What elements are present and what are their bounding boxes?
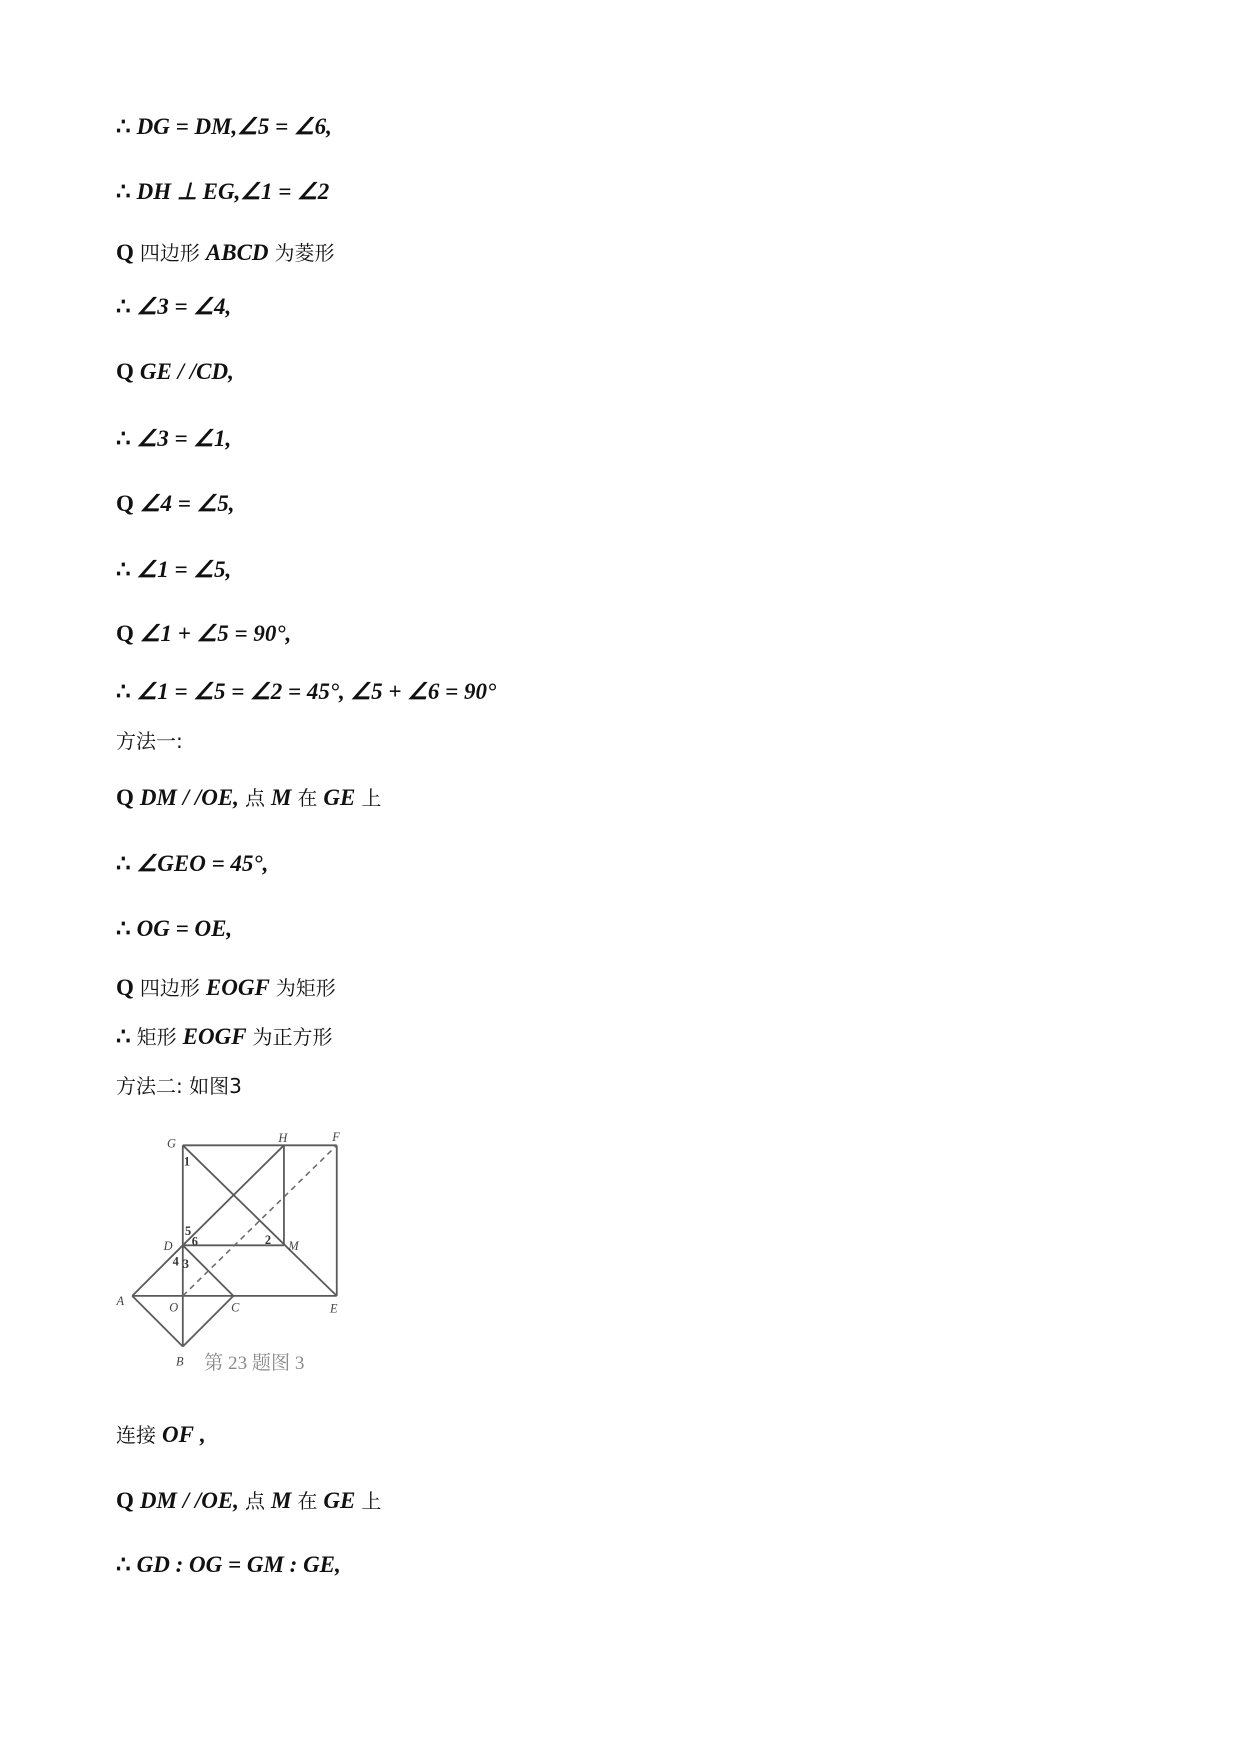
solution-line [116,1022,339,1052]
chinese-text: 上 [361,1489,382,1513]
solution-line [116,849,274,879]
math-expression: ∠GEO = 45°, [136,851,269,876]
chinese-text: 点 [244,786,265,810]
chinese-text: 四边形 [139,976,200,1000]
because-symbol: Q [116,1488,134,1513]
chinese-text: 在 [297,1489,318,1513]
solution-line [116,619,297,649]
chinese-text: 在 [297,786,318,810]
label-O: O [169,1300,179,1315]
because-symbol: Q [116,359,134,384]
solution-line [116,177,335,207]
chinese-text: 为正方形 [252,1025,333,1049]
because-symbol: Q [116,621,134,646]
math-expression: DM / /OE, [139,785,239,810]
label-H: H [278,1130,288,1145]
solution-line [116,973,342,1003]
angle-label-6: 6 [191,1234,198,1249]
angle-label-3: 3 [182,1256,189,1271]
method-heading [116,1071,248,1101]
math-expression: M [270,785,292,810]
solution-line [116,783,387,813]
math-expression: DH ⊥ EG,∠1 = ∠2 [136,179,330,204]
label-G: G [167,1136,177,1151]
segment-AD [132,1245,183,1296]
math-expression: ∠3 = ∠4, [136,294,232,319]
math-expression: DG = DM,∠5 = ∠6, [136,114,332,139]
label-B: B [176,1354,184,1369]
solution-line [116,238,341,268]
label-M: M [288,1238,299,1253]
solution-line [116,1550,347,1580]
segment-CB [183,1296,234,1347]
figure-caption: 第 23 题图 3 [204,1352,305,1374]
therefore-symbol: ∴ [116,1024,131,1049]
chinese-text: 矩形 [136,1025,177,1049]
solution-line [116,1486,387,1516]
punctuation: , [199,1422,206,1447]
math-expression: OF [162,1422,194,1447]
angle-label-5: 5 [185,1224,192,1239]
method-two-label: 方法二: 如图3 [116,1074,242,1098]
therefore-symbol: ∴ [116,679,131,704]
angle-label-4: 4 [172,1254,179,1269]
therefore-symbol: ∴ [116,114,131,139]
math-expression: ∠1 + ∠5 = 90°, [139,621,292,646]
math-expression: EOGF [182,1024,247,1049]
solution-line [116,112,338,142]
geometry-figure [112,1125,348,1378]
math-expression: ∠4 = ∠5, [139,491,235,516]
solution-line [116,292,237,322]
math-expression: M [270,1488,292,1513]
solution-line [116,489,241,519]
math-expression: OG = OE, [136,916,233,941]
label-E: E [330,1301,338,1316]
therefore-symbol: ∴ [116,294,131,319]
angle-label-2: 2 [264,1233,272,1248]
math-expression: GE [323,1488,356,1513]
therefore-symbol: ∴ [116,851,131,876]
label-F: F [332,1129,340,1144]
math-expression: DM / /OE, [139,1488,239,1513]
therefore-symbol: ∴ [116,916,131,941]
math-expression: ∠3 = ∠1, [136,426,232,451]
method-one-label: 方法一: [116,729,183,753]
chinese-text: 连接 [116,1423,156,1447]
because-symbol: Q [116,785,134,810]
solution-line [116,357,240,387]
solution-line [116,424,237,454]
therefore-symbol: ∴ [116,557,131,582]
chinese-text: 四边形 [139,241,200,265]
math-expression: GD : OG = GM : GE, [136,1552,341,1577]
angle-label-1: 1 [183,1154,191,1169]
therefore-symbol: ∴ [116,426,131,451]
because-symbol: Q [116,491,134,516]
math-expression: EOGF [205,975,270,1000]
math-expression: GE / /CD, [139,359,234,384]
solution-line [116,914,238,944]
math-expression: ∠1 = ∠5 = ∠2 = 45°, ∠5 + ∠6 = 90° [136,679,497,704]
label-C: C [231,1300,240,1315]
therefore-symbol: ∴ [116,1552,131,1577]
solution-line [116,677,502,707]
method-heading [116,726,189,756]
chinese-text: 上 [361,786,382,810]
label-D: D [163,1238,173,1253]
solution-line [116,1420,212,1450]
math-expression: ∠1 = ∠5, [136,557,232,582]
solution-line [116,555,237,585]
because-symbol: Q [116,240,134,265]
because-symbol: Q [116,975,134,1000]
math-expression: ABCD [205,240,269,265]
chinese-text: 为菱形 [274,241,335,265]
label-A: A [116,1293,125,1308]
therefore-symbol: ∴ [116,179,131,204]
math-expression: GE [323,785,356,810]
chinese-text: 点 [244,1489,265,1513]
chinese-text: 为矩形 [275,976,336,1000]
